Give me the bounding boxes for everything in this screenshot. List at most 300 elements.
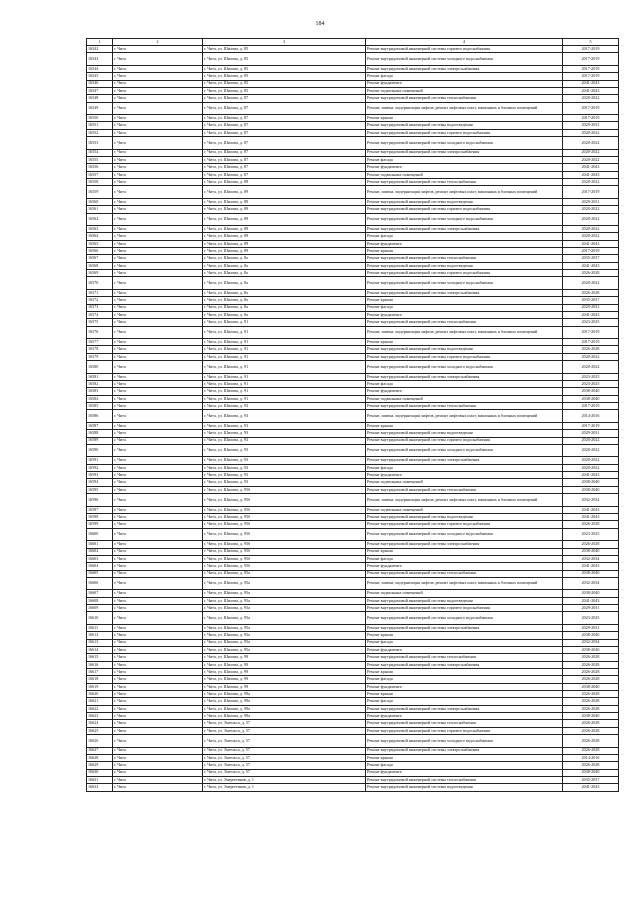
address-cell: г. Чита, ул. Шилова, д. 87 (203, 164, 366, 171)
work-type-cell: Ремонт фундамента (366, 388, 563, 395)
address-cell: г. Чита, ул. Шилова, д. 93 (203, 410, 366, 423)
work-type-cell: Ремонт внутридомовой инженерной системы холодного водоснабжения (366, 444, 563, 457)
work-type-cell: Ремонт внутридомовой инженерной системы теплоснабжения (366, 720, 563, 727)
row-number-cell: 16600 (87, 528, 113, 541)
row-number-cell: 16548 (87, 95, 113, 102)
locality-cell: г. Чита (113, 277, 203, 290)
period-cell: 2026-2028 (563, 698, 619, 705)
column-header: 3 (203, 39, 366, 46)
period-cell: 2017-2019 (563, 403, 619, 410)
row-number-cell: 16547 (87, 87, 113, 94)
work-type-cell: Ремонт внутридомовой инженерной системы теплоснабжения (366, 319, 563, 326)
work-type-cell: Ремонт внутридомовой инженерной системы водоотведения (366, 597, 563, 604)
locality-cell: г. Чита (113, 479, 203, 486)
period-cell: 2017-2019 (563, 46, 619, 53)
work-type-cell: Ремонт внутридомовой инженерной системы электроснабжения (366, 226, 563, 233)
period-cell: 2041-2043 (563, 80, 619, 87)
work-type-cell: Ремонт фундамента (366, 472, 563, 479)
address-cell: г. Чита, ул. Шилова, д. 95а (203, 570, 366, 577)
address-cell: г. Чита, ул. Шилова, д. 89 (203, 178, 366, 185)
locality-cell: г. Чита (113, 248, 203, 255)
row-number-cell: 16577 (87, 339, 113, 346)
table-row (87, 698, 619, 705)
period-cell: 2023-2025 (563, 381, 619, 388)
locality-cell: г. Чита (113, 73, 203, 80)
work-type-cell: Ремонт подвальных помещений (366, 395, 563, 402)
locality-cell: г. Чита (113, 65, 203, 72)
locality-cell: г. Чита (113, 122, 203, 129)
table-row (87, 115, 619, 122)
work-type-cell: Ремонт крыши (366, 248, 563, 255)
work-type-cell: Ремонт внутридомовой инженерной системы водоотведения (366, 198, 563, 205)
address-cell: г. Чита, ул. Шилова, д. 91 (203, 353, 366, 360)
period-cell: 2020-2022 (563, 361, 619, 374)
table-row (87, 570, 619, 577)
address-cell: г. Чита, ул. Энергетиков, д. 1 (203, 784, 366, 791)
period-cell: 2017-2019 (563, 115, 619, 122)
row-number-cell: 16613 (87, 639, 113, 646)
address-cell: г. Чита, ул. Шилова, д. 91 (203, 346, 366, 353)
row-number-cell: 16593 (87, 472, 113, 479)
work-type-cell: Ремонт фасада (366, 762, 563, 769)
row-number-cell: 16616 (87, 661, 113, 668)
table-row (87, 198, 619, 205)
work-type-cell: Ремонт фасада (366, 676, 563, 683)
work-type-cell: Ремонт внутридомовой инженерной системы водоотведения (366, 122, 563, 129)
period-cell: 2023-2025 (563, 612, 619, 625)
row-number-cell: 16620 (87, 691, 113, 698)
address-cell: г. Чита, ул. Шилова, д. 87 (203, 115, 366, 122)
period-cell: 2020-2022 (563, 129, 619, 136)
period-cell: 2017-2019 (563, 65, 619, 72)
table-row (87, 668, 619, 675)
locality-cell: г. Чита (113, 668, 203, 675)
period-cell: 2038-2040 (563, 395, 619, 402)
locality-cell: г. Чита (113, 149, 203, 156)
work-type-cell: Ремонт подвальных помещений (366, 479, 563, 486)
locality-cell: г. Чита (113, 87, 203, 94)
row-number-cell: 16606 (87, 577, 113, 590)
period-cell: 2020-2022 (563, 233, 619, 240)
locality-cell: г. Чита (113, 270, 203, 277)
locality-cell: г. Чита (113, 727, 203, 734)
row-number-cell: 16552 (87, 129, 113, 136)
address-cell: г. Чита, ул. Шилова, д. 99а (203, 705, 366, 712)
work-type-cell: Ремонт, замена, модернизация лифтов, ремонт лифтовых шахт, машинных и блочных помещений (366, 102, 563, 115)
table-row (87, 528, 619, 541)
address-cell: г. Чита, ул. Шилова, д. 95а (203, 646, 366, 653)
locality-cell: г. Чита (113, 698, 203, 705)
work-type-cell: Ремонт внутридомовой инженерной системы теплоснабжения (366, 486, 563, 493)
address-cell: г. Чита, ул. Шилова, д. 95а (203, 612, 366, 625)
row-number-cell: 16585 (87, 403, 113, 410)
work-type-cell: Ремонт внутридомовой инженерной системы электроснабжения (366, 149, 563, 156)
table-row (87, 430, 619, 437)
work-type-cell: Ремонт внутридомовой инженерной системы теплоснабжения (366, 178, 563, 185)
table-row (87, 178, 619, 185)
period-cell: 2038-2040 (563, 683, 619, 690)
address-cell: г. Чита, ул. Шилова, д. 91 (203, 395, 366, 402)
address-cell: г. Чита, ул. Шилова, д. 99 (203, 668, 366, 675)
table-row (87, 691, 619, 698)
table-row (87, 639, 619, 646)
locality-cell: г. Чита (113, 326, 203, 339)
work-type-cell: Ремонт фундамента (366, 713, 563, 720)
row-number-cell: 16550 (87, 115, 113, 122)
row-number-cell: 16564 (87, 233, 113, 240)
row-number-cell: 16629 (87, 762, 113, 769)
address-cell: г. Чита, ул. Шилова, д. 87 (203, 102, 366, 115)
table-row (87, 73, 619, 80)
address-cell: г. Чита, ул. Энгельса, д. 57 (203, 762, 366, 769)
table-row (87, 422, 619, 429)
row-number-cell: 16569 (87, 270, 113, 277)
work-type-cell: Ремонт внутридомовой инженерной системы холодного водоснабжения (366, 735, 563, 748)
period-cell: 2038-2040 (563, 646, 619, 653)
address-cell: г. Чита, ул. Шилова, д. 95б (203, 541, 366, 548)
table-row (87, 464, 619, 471)
row-number-cell: 16602 (87, 548, 113, 555)
address-cell: г. Чита, ул. Шилова, д. 89 (203, 213, 366, 226)
work-type-cell: Ремонт внутридомовой инженерной системы горячего водоснабжения (366, 727, 563, 734)
address-cell: г. Чита, ул. Шилова, д. 87 (203, 156, 366, 163)
work-type-cell: Ремонт фундамента (366, 563, 563, 570)
table-row (87, 87, 619, 94)
work-type-cell: Ремонт фасада (366, 233, 563, 240)
period-cell: 2020-2022 (563, 95, 619, 102)
table-row (87, 326, 619, 339)
row-number-cell: 16560 (87, 198, 113, 205)
address-cell: г. Чита, ул. Шилова, д. 95б (203, 555, 366, 562)
period-cell: 2026-2028 (563, 654, 619, 661)
period-cell: 2029-2031 (563, 198, 619, 205)
period-cell: 2029-2031 (563, 122, 619, 129)
table-header-row (87, 39, 619, 46)
period-cell: 2032-2034 (563, 494, 619, 507)
period-cell: 2020-2022 (563, 213, 619, 226)
column-header: 2 (113, 39, 203, 46)
locality-cell: г. Чита (113, 346, 203, 353)
period-cell: 2026-2028 (563, 762, 619, 769)
address-cell: г. Чита, ул. Шилова, д. 85 (203, 73, 366, 80)
table-row (87, 381, 619, 388)
locality-cell: г. Чита (113, 361, 203, 374)
period-cell: 2017-2019 (563, 186, 619, 199)
period-cell: 2041-2043 (563, 240, 619, 247)
table-row (87, 513, 619, 520)
period-cell: 2026-2028 (563, 289, 619, 296)
period-cell: 2020-2022 (563, 178, 619, 185)
row-number-cell: 16617 (87, 668, 113, 675)
address-cell: г. Чита, ул. Шилова, д. 95б (203, 494, 366, 507)
address-cell: г. Чита, ул. Шилова, д. 91 (203, 373, 366, 380)
work-type-cell: Ремонт внутридомовой инженерной системы горячего водоснабжения (366, 437, 563, 444)
row-number-cell: 16598 (87, 513, 113, 520)
period-cell: 2026-2028 (563, 661, 619, 668)
row-number-cell: 16624 (87, 720, 113, 727)
period-cell: 2038-2040 (563, 479, 619, 486)
address-cell: г. Чита, ул. Энгельса, д. 57 (203, 735, 366, 748)
row-number-cell: 16609 (87, 605, 113, 612)
locality-cell: г. Чита (113, 754, 203, 761)
address-cell: г. Чита, ул. Шилова, д. 8а (203, 289, 366, 296)
address-cell: г. Чита, ул. Шилова, д. 99а (203, 691, 366, 698)
period-cell: 2026-2028 (563, 521, 619, 528)
locality-cell: г. Чита (113, 683, 203, 690)
row-number-cell: 16549 (87, 102, 113, 115)
locality-cell: г. Чита (113, 506, 203, 513)
work-type-cell: Ремонт внутридомовой инженерной системы горячего водоснабжения (366, 129, 563, 136)
address-cell: г. Чита, ул. Шилова, д. 87 (203, 171, 366, 178)
work-type-cell: Ремонт крыши (366, 632, 563, 639)
locality-cell: г. Чита (113, 472, 203, 479)
address-cell: г. Чита, ул. Шилова, д. 95а (203, 605, 366, 612)
locality-cell: г. Чита (113, 646, 203, 653)
row-number-cell: 16604 (87, 563, 113, 570)
locality-cell: г. Чита (113, 769, 203, 776)
period-cell: 2026-2028 (563, 727, 619, 734)
locality-cell: г. Чита (113, 747, 203, 754)
locality-cell: г. Чита (113, 53, 203, 66)
period-cell: 2038-2040 (563, 632, 619, 639)
address-cell: г. Чита, ул. Шилова, д. 95б (203, 548, 366, 555)
table-row (87, 373, 619, 380)
work-type-cell: Ремонт, замена, модернизация лифтов, ремонт лифтовых шахт, машинных и блочных помещений (366, 494, 563, 507)
address-cell: г. Чита, ул. Шилова, д. 85 (203, 80, 366, 87)
address-cell: г. Чита, ул. Энергетиков, д. 1 (203, 776, 366, 783)
table-row (87, 506, 619, 513)
period-cell: 2041-2043 (563, 164, 619, 171)
table-row (87, 255, 619, 262)
work-type-cell: Ремонт внутридомовой инженерной системы горячего водоснабжения (366, 605, 563, 612)
row-number-cell: 16595 (87, 486, 113, 493)
locality-cell: г. Чита (113, 612, 203, 625)
address-cell: г. Чита, ул. Шилова, д. 93 (203, 422, 366, 429)
address-cell: г. Чита, ул. Шилова, д. 8а (203, 311, 366, 318)
locality-cell: г. Чита (113, 486, 203, 493)
row-number-cell: 16587 (87, 422, 113, 429)
period-cell: 2017-2019 (563, 326, 619, 339)
address-cell: г. Чита, ул. Энгельса, д. 57 (203, 720, 366, 727)
row-number-cell: 16603 (87, 555, 113, 562)
row-number-cell: 16557 (87, 171, 113, 178)
address-cell: г. Чита, ул. Шилова, д. 95а (203, 632, 366, 639)
period-cell: 2038-2040 (563, 590, 619, 597)
table-row (87, 548, 619, 555)
row-number-cell: 16562 (87, 213, 113, 226)
work-type-cell: Ремонт внутридомовой инженерной системы электроснабжения (366, 457, 563, 464)
address-cell: г. Чита, ул. Шилова, д. 91 (203, 381, 366, 388)
row-number-cell: 16567 (87, 255, 113, 262)
work-type-cell: Ремонт фундамента (366, 164, 563, 171)
table-row (87, 53, 619, 66)
period-cell: 2035-2037 (563, 776, 619, 783)
work-type-cell: Ремонт внутридомовой инженерной системы водоотведения (366, 346, 563, 353)
row-number-cell: 16601 (87, 541, 113, 548)
period-cell: 2020-2022 (563, 156, 619, 163)
table-row (87, 240, 619, 247)
period-cell: 2026-2028 (563, 270, 619, 277)
address-cell: г. Чита, ул. Шилова, д. 89 (203, 233, 366, 240)
period-cell: 2020-2022 (563, 444, 619, 457)
table-row (87, 403, 619, 410)
locality-cell: г. Чита (113, 262, 203, 269)
period-cell: 2020-2022 (563, 226, 619, 233)
work-type-cell: Ремонт фундамента (366, 80, 563, 87)
work-type-cell: Ремонт крыши (366, 297, 563, 304)
locality-cell: г. Чита (113, 213, 203, 226)
row-number-cell: 16558 (87, 178, 113, 185)
work-type-cell: Ремонт внутридомовой инженерной системы теплоснабжения (366, 570, 563, 577)
period-cell: 2020-2022 (563, 464, 619, 471)
period-cell: 2029-2031 (563, 605, 619, 612)
period-cell: 2038-2040 (563, 486, 619, 493)
row-number-cell: 16599 (87, 521, 113, 528)
row-number-cell: 16589 (87, 437, 113, 444)
locality-cell: г. Чита (113, 555, 203, 562)
work-type-cell: Ремонт внутридомовой инженерной системы горячего водоснабжения (366, 206, 563, 213)
period-cell: 2014-2016 (563, 754, 619, 761)
table-row (87, 457, 619, 464)
work-type-cell: Ремонт внутридомовой инженерной системы электроснабжения (366, 289, 563, 296)
row-number-cell: 16551 (87, 122, 113, 129)
row-number-cell: 16570 (87, 277, 113, 290)
address-cell: г. Чита, ул. Шилова, д. 95б (203, 521, 366, 528)
period-cell: 2026-2028 (563, 346, 619, 353)
row-number-cell: 16544 (87, 65, 113, 72)
table-row (87, 164, 619, 171)
table-row (87, 784, 619, 791)
work-type-cell: Ремонт внутридомовой инженерной системы электроснабжения (366, 705, 563, 712)
address-cell: г. Чита, ул. Шилова, д. 95а (203, 639, 366, 646)
locality-cell: г. Чита (113, 422, 203, 429)
locality-cell: г. Чита (113, 410, 203, 423)
address-cell: г. Чита, ул. Шилова, д. 91 (203, 339, 366, 346)
locality-cell: г. Чита (113, 720, 203, 727)
address-cell: г. Чита, ул. Шилова, д. 89 (203, 206, 366, 213)
address-cell: г. Чита, ул. Шилова, д. 89 (203, 186, 366, 199)
locality-cell: г. Чита (113, 129, 203, 136)
address-cell: г. Чита, ул. Шилова, д. 95а (203, 597, 366, 604)
table-row (87, 590, 619, 597)
locality-cell: г. Чита (113, 403, 203, 410)
locality-cell: г. Чита (113, 297, 203, 304)
address-cell: г. Чита, ул. Шилова, д. 99а (203, 713, 366, 720)
locality-cell: г. Чита (113, 226, 203, 233)
row-number-cell: 16622 (87, 705, 113, 712)
work-type-cell: Ремонт внутридомовой инженерной системы холодного водоснабжения (366, 612, 563, 625)
table-row (87, 137, 619, 150)
table-row (87, 95, 619, 102)
period-cell: 2038-2040 (563, 388, 619, 395)
work-type-cell: Ремонт фундамента (366, 240, 563, 247)
address-cell: г. Чита, ул. Шилова, д. 93 (203, 479, 366, 486)
locality-cell: г. Чита (113, 339, 203, 346)
row-number-cell: 16626 (87, 735, 113, 748)
table-row (87, 769, 619, 776)
work-type-cell: Ремонт внутридомовой инженерной системы электроснабжения (366, 541, 563, 548)
address-cell: г. Чита, ул. Шилова, д. 85 (203, 53, 366, 66)
column-header: 1 (87, 39, 113, 46)
work-type-cell: Ремонт внутридомовой инженерной системы электроснабжения (366, 747, 563, 754)
locality-cell: г. Чита (113, 570, 203, 577)
row-number-cell: 16566 (87, 248, 113, 255)
period-cell: 2041-2043 (563, 597, 619, 604)
locality-cell: г. Чита (113, 457, 203, 464)
row-number-cell: 16588 (87, 430, 113, 437)
period-cell: 2032-2034 (563, 555, 619, 562)
table-row (87, 521, 619, 528)
address-cell: г. Чита, ул. Шилова, д. 95б (203, 513, 366, 520)
locality-cell: г. Чита (113, 776, 203, 783)
table-row (87, 262, 619, 269)
address-cell: г. Чита, ул. Шилова, д. 89 (203, 198, 366, 205)
row-number-cell: 16583 (87, 388, 113, 395)
address-cell: г. Чита, ул. Шилова, д. 85 (203, 46, 366, 53)
period-cell: 2020-2022 (563, 437, 619, 444)
row-number-cell: 16621 (87, 698, 113, 705)
column-header: 5 (563, 39, 619, 46)
locality-cell: г. Чита (113, 632, 203, 639)
work-type-cell: Ремонт внутридомовой инженерной системы водоотведения (366, 784, 563, 791)
table-row (87, 297, 619, 304)
work-type-cell: Ремонт, замена, модернизация лифтов, ремонт лифтовых шахт, машинных и блочных помещений (366, 577, 563, 590)
period-cell: 2041-2043 (563, 171, 619, 178)
locality-cell: г. Чита (113, 115, 203, 122)
work-type-cell: Ремонт фундамента (366, 311, 563, 318)
address-cell: г. Чита, ул. Шилова, д. 8а (203, 277, 366, 290)
locality-cell: г. Чита (113, 388, 203, 395)
locality-cell: г. Чита (113, 255, 203, 262)
row-number-cell: 16592 (87, 464, 113, 471)
work-type-cell: Ремонт внутридомовой инженерной системы водоотведения (366, 262, 563, 269)
address-cell: г. Чита, ул. Шилова, д. 91 (203, 361, 366, 374)
row-number-cell: 16591 (87, 457, 113, 464)
table-row (87, 747, 619, 754)
address-cell: г. Чита, ул. Шилова, д. 87 (203, 149, 366, 156)
locality-cell: г. Чита (113, 541, 203, 548)
work-type-cell: Ремонт крыши (366, 691, 563, 698)
locality-cell: г. Чита (113, 713, 203, 720)
table-row (87, 122, 619, 129)
locality-cell: г. Чита (113, 430, 203, 437)
register-table (86, 38, 619, 792)
locality-cell: г. Чита (113, 735, 203, 748)
work-type-cell: Ремонт внутридомовой инженерной системы теплоснабжения (366, 776, 563, 783)
locality-cell: г. Чита (113, 373, 203, 380)
table-row (87, 735, 619, 748)
work-type-cell: Ремонт внутридомовой инженерной системы холодного водоснабжения (366, 361, 563, 374)
row-number-cell: 16559 (87, 186, 113, 199)
row-number-cell: 16571 (87, 289, 113, 296)
period-cell: 2038-2040 (563, 570, 619, 577)
period-cell: 2020-2022 (563, 206, 619, 213)
address-cell: г. Чита, ул. Шилова, д. 93 (203, 403, 366, 410)
row-number-cell: 16556 (87, 164, 113, 171)
row-number-cell: 16542 (87, 46, 113, 53)
locality-cell: г. Чита (113, 762, 203, 769)
address-cell: г. Чита, ул. Шилова, д. 89 (203, 226, 366, 233)
work-type-cell: Ремонт внутридомовой инженерной системы холодного водоснабжения (366, 277, 563, 290)
work-type-cell: Ремонт внутридомовой инженерной системы теплоснабжения (366, 403, 563, 410)
period-cell: 2041-2043 (563, 311, 619, 318)
row-number-cell: 16555 (87, 156, 113, 163)
table-body (87, 46, 619, 792)
work-type-cell: Ремонт подвальных помещений (366, 87, 563, 94)
period-cell: 2029-2031 (563, 304, 619, 311)
table-row (87, 661, 619, 668)
period-cell: 2017-2019 (563, 73, 619, 80)
